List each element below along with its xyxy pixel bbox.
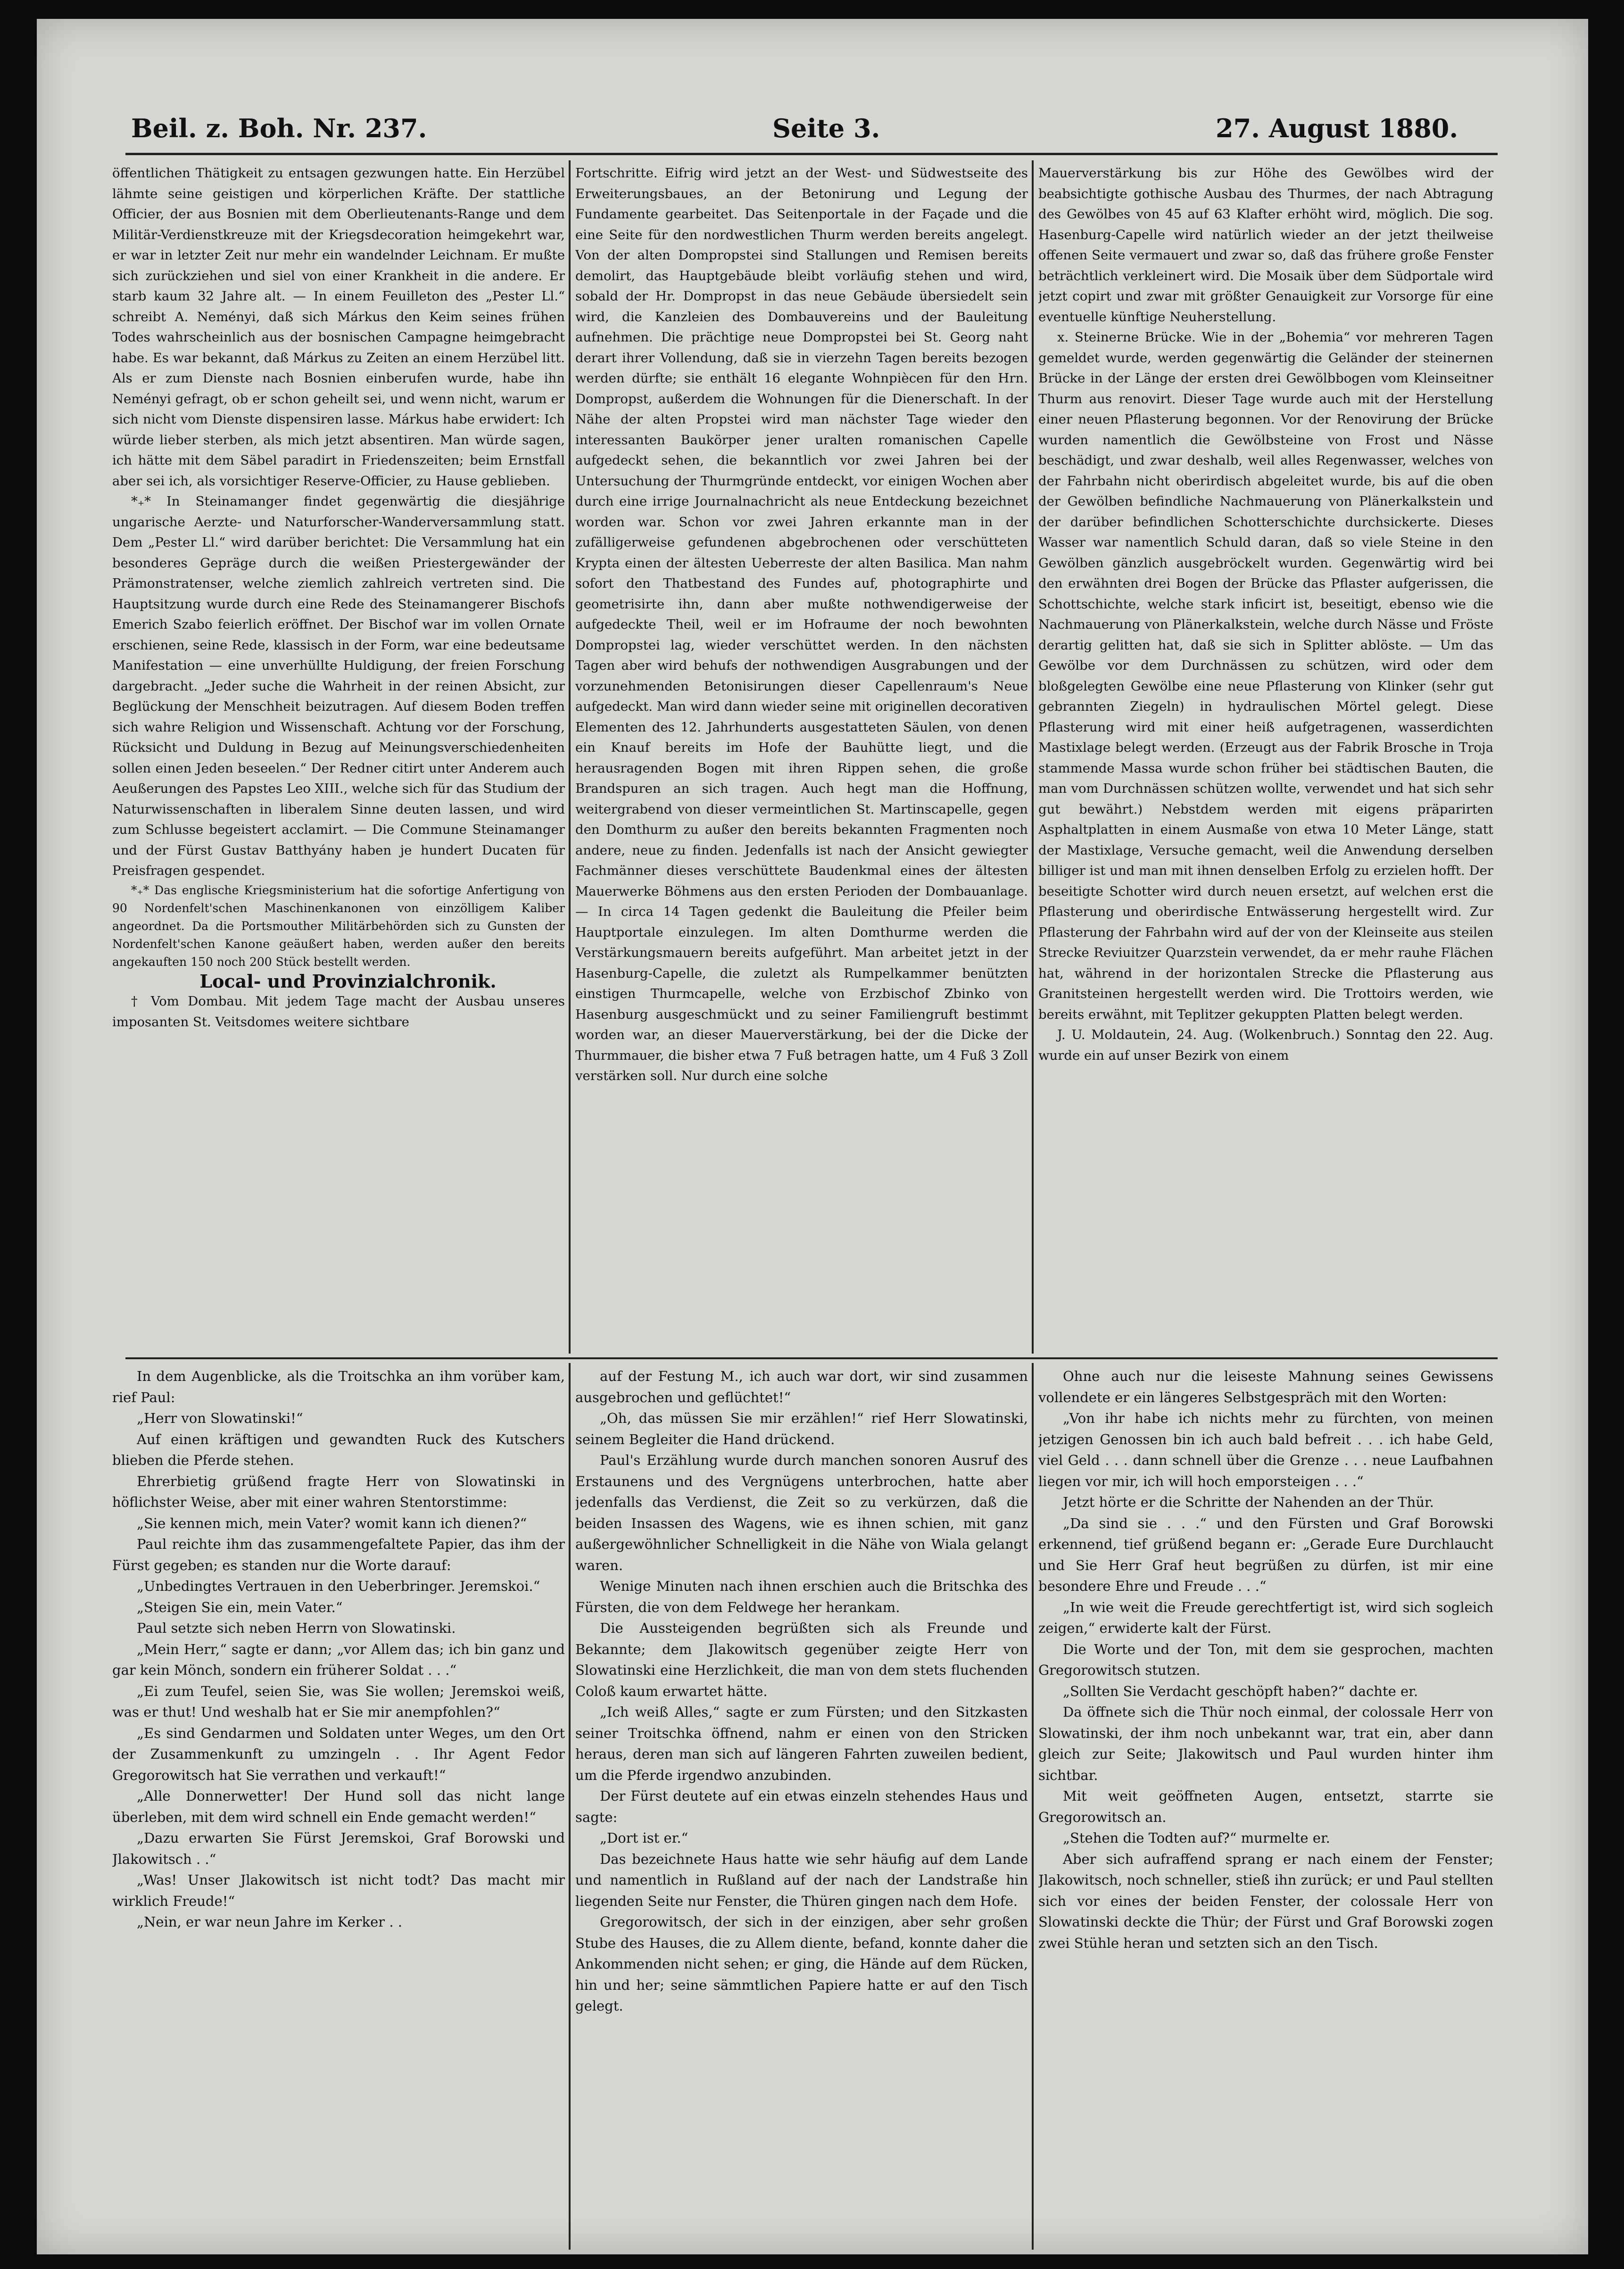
feuilleton-paragraph: „Stehen die Todten auf?“ murmelte er. xyxy=(1063,1830,1330,1846)
news-column-2 xyxy=(575,163,1028,1352)
feuilleton-paragraph: Paul reichte ihm das zusammengefaltete Papier, das ihm der Fürst gegeben; es standen nur die Worte darauf: xyxy=(112,1536,565,1573)
feuilleton-paragraph: Wenige Minuten nach ihnen erschien auch die Britschka des Fürsten, die von dem Feldwege her herankam. xyxy=(575,1578,1028,1615)
page-header xyxy=(37,19,1588,179)
feuilleton-paragraph: „Alle Donnerwetter! Der Hund soll das nicht lange überleben, mit dem wird schnell ein Ende gemacht werden!“ xyxy=(112,1788,565,1825)
column-divider xyxy=(1032,1363,1034,2250)
feuilleton-column-3 xyxy=(1038,1366,1493,2248)
article-dombau-continued: Fortschritte. Eifrig wird jetzt an der West- und Südwestseite des Erweiterungsbaues, an der Betonirung und Legung der Fundamente gearbeitet. Das Seitenportale in der Façade und die eine Seite für den nordwestlichen Thurm werden bereits angelegt. Von der alten Dompropstei sind Stallungen und Remisen bereits demolirt, das Hauptgebäude bleibt vorläufig stehen und wird, sobald der Hr. Dompropst in das neue Gebäude übersiedelt sein wird, die Kanzleien des Dombauvereins und der Bauleitung aufnehmen. Die prächtige neue Dompropstei bei St. Georg naht derart ihrer Vollendung, daß sie in vierzehn Tagen bereits bezogen werden dürfte; sie enthält 16 elegante Wohnpiècen für den Hrn. Dompropst, außerdem die Wohnungen für die Dienerschaft. In der Nähe der alten Propstei wird man nächster Tage wieder den interessanten Baukörper jener uralten romanischen Capelle aufgedeckt sehen, die bekanntlich vor zwei Jahren bei der Untersuchung der Thurmgründe entdeckt, vor einigen Wochen aber durch eine irrige Journalnachricht als neue Entdeckung bezeichnet worden war. Schon vor zwei Jahren erkannte man in der zufälligerweise gefundenen abgebrochenen oder verschütteten Krypta einen der ältesten Ueberreste der alten Basilica. Man nahm sofort den Thatbestand des Fundes auf, photographirte und geometrisirte ihn, dann aber mußte nothwendigerweise der aufgedeckte Theil, weil er im Hofraume der noch bewohnten Dompropstei lag, wieder verschüttet werden. In den nächsten Tagen aber wird behufs der nothwendigen Ausgrabungen und der vorzunehmenden Betonisirungen dieser Capellenraum's Neue aufgedeckt. Man wird dann wieder seine mit originellen decorativen Elementen des 12. Jahrhunderts ausgestatteten Säulen, von denen ein Knauf bereits im Hofe der Bauhütte liegt, und die herausragenden Bogen mit ihren Rippen sehen, die große Brandspuren an sich tragen. Auch hegt man die Hoffnung, weitergrabend von dieser vermeintlichen St. Martinscapelle, gegen den Domthurm zu außer den bereits bekannten Fragmenten noch andere, neue zu finden. Jedenfalls ist nach der Ansicht gewiegter Fachmänner dieses verschüttete Baudenkmal eines der ältesten Mauerwerke Böhmens aus den ersten Perioden der Dombauanlage. — In circa 14 Tagen gedenkt die Bauleitung die Pfeiler beim Hauptportale einzulegen. Im alten Domthurme werden die Verstärkungsmauern bereits aufgeführt. Man arbeitet jetzt in der Hasenburg-Capelle, die zuletzt als Rumpelkammer benützten einstigen Thurmcapelle, welche von Erzbischof Zbinko von Hasenburg ausgeschmückt und zu seiner Familiengruft bestimmt worden war, an dieser Mauerverstärkung, bei der die Dicke der Thurmmauer, die bisher etwa 7 Fuß betragen hatte, um 4 Fuß 3 Zoll verstärken soll. Nur durch eine solche xyxy=(575,166,1028,1083)
feuilleton-paragraph: „Herr von Slowatinski!“ xyxy=(137,1410,303,1426)
feuilleton-paragraph: Die Aussteigenden begrüßten sich als Freunde und Bekannte; dem Jlakowitsch gegenüber zeigte Herr von Slowatinski eine Herzlichkeit, die man von dem stets fluchenden Coloß kaum erwartet hätte. xyxy=(575,1620,1028,1699)
article-moldautein: J. U. Moldautein, 24. Aug. (Wolkenbruch.) Sonntag den 22. Aug. wurde ein auf unser Bezirk von einem xyxy=(1038,1027,1493,1063)
feuilleton-paragraph: Da öffnete sich die Thür noch einmal, der colossale Herr von Slowatinski, der ihm noch unbekannt war, trat ein, aber dann gleich zur Seite; Jlakowitsch und Paul wurden hinter ihm sichtbar. xyxy=(1038,1704,1493,1783)
feuilleton-paragraph: Aber sich aufraffend sprang er nach einem der Fenster; Jlakowitsch, noch schneller, stieß ihn zurück; er und Paul stellten sich vor eines der beiden Fenster, der colossale Herr von Slowatinski deckte die Thür; der Fürst und Graf Borowski zogen zwei Stühle heran und setzten sich an den Tisch. xyxy=(1038,1851,1493,1951)
feuilleton-paragraph: „In wie weit die Freude gerechtfertigt ist, wird sich sogleich zeigen,“ erwiderte kalt der Fürst. xyxy=(1038,1599,1493,1636)
article-nordenfelt-text: *₊* Das englische Kriegsministerium hat die sofortige Anfertigung von 90 Nordenfelt'schen Maschinenkanonen von einzölligem Kaliber angeordnet. Da die Portsmouther Militärbehörden sich zu Gunsten der Nordenfelt'schen Kanone geäußert haben, werden außer den bereits angekauften 150 noch 200 Stück bestellt werden. xyxy=(112,883,565,969)
news-column-1 xyxy=(112,163,565,1352)
feuilleton-paragraph: Jetzt hörte er die Schritte der Nahenden an der Thür. xyxy=(1063,1494,1434,1510)
feuilleton-paragraph: Paul setzte sich neben Herrn von Slowatinski. xyxy=(137,1620,456,1636)
feuilleton-paragraph: Paul's Erzählung wurde durch manchen sonoren Ausruf des Erstaunens und des Vergnügens unterbrochen, hatte aber jedenfalls das Verdienst, die Zeit so zu verkürzen, daß die beiden Insassen des Wagens, wie es ihnen schien, mit ganz außergewöhnlicher Schnelligkeit in die Nähe von Wiala gelangt waren. xyxy=(575,1452,1028,1573)
feuilleton-paragraph: „Ei zum Teufel, seien Sie, was Sie wollen; Jeremskoi weiß, was er thut! Und weshalb hat er Sie mir anempfohlen?“ xyxy=(112,1683,565,1720)
feuilleton-paragraph: Gregorowitsch, der sich in der einzigen, aber sehr großen Stube des Hauses, die zu Allem diente, befand, konnte daher die Ankommenden nicht sehen; er ging, die Hände auf dem Rücken, hin und her; seine sämmtlichen Papiere hatte er auf den Tisch gelegt. xyxy=(575,1914,1028,2014)
feuilleton-paragraph: Ehrerbietig grüßend fragte Herr von Slowatinski in höflichster Weise, aber mit einer wahren Stentorstimme: xyxy=(112,1473,565,1510)
feuilleton-paragraph: Das bezeichnete Haus hatte wie sehr häufig auf dem Lande und namentlich in Rußland auf der nach der Landstraße hin liegenden Seite nur Fenster, die Thüren gingen nach dem Hofe. xyxy=(575,1851,1028,1909)
feuilleton-rule xyxy=(125,1357,1498,1359)
newspaper-page xyxy=(37,19,1588,2254)
article-dombau-end: Mauerverstärkung bis zur Höhe des Gewölbes wird der beabsichtigte gothische Ausbau des Thurmes, der nach Abtragung des Gewölbes von 45 auf 63 Klafter erhöht wird, möglich. Die sog. Hasenburg-Capelle wird natürlich wieder an der jetzt theilweise offenen Seite vermauert und zwar so, daß das frühere große Fenster beträchtlich verkleinert wird. Die Mosaik über dem Südportale wird jetzt copirt und zwar mit größter Genauigkeit zur Vorsorge für eine eventuelle künftige Neuherstellung. xyxy=(1038,166,1493,324)
feuilleton-paragraph: Auf einen kräftigen und gewandten Ruck des Kutschers blieben die Pferde stehen. xyxy=(112,1431,565,1468)
column-divider xyxy=(569,1363,571,2250)
feuilleton-paragraph: Ohne auch nur die leiseste Mahnung seines Gewissens vollendete er ein längeres Selbstgespräch mit den Worten: xyxy=(1038,1368,1493,1405)
feuilleton-paragraph: „Steigen Sie ein, mein Vater.“ xyxy=(137,1599,343,1615)
feuilleton-paragraph: „Oh, das müssen Sie mir erzählen!“ rief Herr Slowatinski, seinem Begleiter die Hand drückend. xyxy=(575,1410,1028,1447)
header-rule xyxy=(125,153,1498,155)
feuilleton-paragraph: „Von ihr habe ich nichts mehr zu fürchten, von meinen jetzigen Genossen bin ich auch bald befreit . . . ich habe Geld, viel Geld . . . dann schnell über die Grenze . . . neue Laufbahnen liegen vor mir, ich will hoch emporsteigen . . .“ xyxy=(1038,1410,1493,1489)
section-heading-local-chronicle: Local- und Provinzialchronik. xyxy=(199,970,497,992)
feuilleton-paragraph: „Sie kennen mich, mein Vater? womit kann ich dienen?“ xyxy=(137,1515,527,1531)
issue-reference: Beil. z. Boh. Nr. 237. xyxy=(131,113,427,143)
feuilleton-paragraph: Mit weit geöffneten Augen, entsetzt, starrte sie Gregorowitsch an. xyxy=(1038,1788,1493,1825)
article-steinamanger-text: *₊* In Steinamanger findet gegenwärtig die diesjährige ungarische Aerzte- und Naturforscher-Wanderversammlung statt. Dem „Pester Ll.“ wird darüber berichtet: Die Versammlung hat ein besonderes Gepräge durch die weißen Priestergewänder der Prämonstratenser, welche ziemlich zahlreich vertreten sind. Die Hauptsitzung wurde durch eine Rede des Steinamangerer Bischofs Emerich Szabo feierlich eröffnet. Der Bischof war im vollen Ornate erschienen, seine Rede, klassisch in der Form, war eine bedeutsame Manifestation — eine unverhüllte Huldigung, der freien Forschung dargebracht. „Jeder suche die Wahrheit in der reinen Absicht, zur Beglückung der Menschheit beizutragen. Auf diesem Boden treffen sich wahre Religion und Wissenschaft. Achtung vor der Forschung, Rücksicht und Duldung in Bezug auf Meinungsverschiedenheiten sollen einen Jeden beseelen.“ Der Redner citirt unter Anderem auch Aeußerungen des Papstes Leo XIII., welche sich für das Studium der Naturwissenschaften in liberalem Sinne deuten lassen, und wird zum Schlusse begeistert acclamirt. — Die Commune Steinamanger und der Fürst Gustav Batthyány haben je hundert Ducaten für Preisfragen gespendet. xyxy=(112,494,565,878)
feuilleton-paragraph: „Mein Herr,“ sagte er dann; „vor Allem das; ich bin ganz und gar kein Mönch, sondern ein früherer Soldat . . .“ xyxy=(112,1641,565,1678)
feuilleton-column-1 xyxy=(112,1366,565,2248)
article-steinerne-bruecke: x. Steinerne Brücke. Wie in der „Bohemia“ vor mehreren Tagen gemeldet wurde, werden gegenwärtig die Geländer der steinernen Brücke in der Länge der ersten drei Gewölbbogen vom Kleinseitner Thurm aus renovirt. Dieser Tage wurde auch mit der Herstellung einer neuen Pflasterung begonnen. Vor der Renovirung der Brücke wurden namentlich die Gewölbsteine von Frost und Nässe beschädigt, und zwar deshalb, weil alles Regenwasser, welches von der Fahrbahn nicht oberirdisch abgeleitet wurde, bis auf die oben der Gewölben befindliche Nachmauerung von Plänerkalkstein und der darüber befindlichen Schotterschichte durchsickerte. Dieses Wasser war namentlich Schuld daran, daß so viele Steine in den Gewölben gänzlich ausgebröckelt wurden. Gegenwärtig wird bei den erwähnten drei Bogen der Brücke das Pflaster aufgerissen, die Schottschichte, welche stark inficirt ist, beseitigt, ebenso wie die Nachmauerung von Plänerkalkstein, welche durch Nässe und Fröste derartig gelitten hat, daß sie sich in Splitter ablöste. — Um das Gewölbe vor dem Durchnässen zu schützen, wird oder dem bloßgelegten Gewölbe eine neue Pflasterung von Klinker (sehr gut gebrannten Ziegeln) in hydraulischen Mörtel gelegt. Diese Pflasterung wird mit einer heiß aufgetragenen, wasserdichten Mastixlage belegt werden. (Erzeugt aus der Fabrik Brosche in Troja stammende Massa wurde schon früher bei städtischen Bauten, die man vom Durchnässen schützen wollte, verwendet und hat sich sehr gut bewährt.) Nebstdem werden mit eigens präparirten Asphaltplatten in einem Ausmaße von etwa 10 Meter Länge, statt der Mastixlage, Versuche gemacht, weil die Anwendung derselben billiger ist und man mit ihnen denselben Erfolg zu erzielen hofft. Der beseitigte Schotter wird durch neuen ersetzt, auf welchen erst die Pflasterung und oberirdische Entwässerung hergestellt wird. Zur Pflasterung der Fahrbahn wird auf der von der Kleinseite aus steilen Strecke Reviuitzer Quarzstein verwendet, da er mehr rauhe Flächen hat, während in der horizontalen Strecke die Pflasterung aus Granitsteinen hergestellt werden wird. Die Trottoirs werden, wie bereits erwähnt, mit Teplitzer gekuppten Platten belegt werden. xyxy=(1038,330,1493,1022)
feuilleton-paragraph: auf der Festung M., ich auch war dort, wir sind zusammen ausgebrochen und geflüchtet!“ xyxy=(575,1368,1028,1405)
feuilleton-paragraph: „Da sind sie . . .“ und den Fürsten und Graf Borowski erkennend, tief grüßend begann er: „Gerade Eure Durchlaucht und Sie Herr Graf heut begrüßen zu dürfen, ist mir eine besondere Ehre und Freude . . .“ xyxy=(1038,1515,1493,1594)
issue-date: 27. August 1880. xyxy=(1216,113,1458,143)
feuilleton-paragraph: „Dazu erwarten Sie Fürst Jeremskoi, Graf Borowski und Jlakowitsch . .“ xyxy=(112,1830,565,1867)
column-divider xyxy=(1032,160,1034,1354)
article-dombau-start: † Vom Dombau. Mit jedem Tage macht der Ausbau unseres imposanten St. Veitsdomes weitere sichtbare xyxy=(112,994,565,1030)
news-column-3 xyxy=(1038,163,1493,1352)
feuilleton-column-2 xyxy=(575,1366,1028,2248)
page-number: Seite 3. xyxy=(772,113,880,143)
feuilleton-paragraph: „Unbedingtes Vertrauen in den Ueberbringer. Jeremskoi.“ xyxy=(137,1578,540,1594)
column-divider xyxy=(569,160,571,1354)
article-markus-text: öffentlichen Thätigkeit zu entsagen gezwungen hatte. Ein Herzübel lähmte seine geistigen und körperlichen Kräfte. Der stattliche Officier, der aus Bosnien mit dem Oberlieutenants-Range und dem Militär-Verdienstkreuze mit der Kriegsdecoration heimgekehrt war, er war in letzter Zeit nur mehr ein wandelnder Leichnam. Er mußte sich zurückziehen und siel von einer Krankheit in die andere. Er starb kaum 32 Jahre alt. — In einem Feuilleton des „Pester Ll.“ schreibt A. Neményi, daß sich Márkus den Keim seines frühen Todes wahrscheinlich aus der bosnischen Campagne heimgebracht habe. Es war bekannt, daß Márkus zu Zeiten an einem Herzübel litt. Als er zum Dienste nach Bosnien einberufen wurde, habe ihn Neményi gefragt, ob er schon geheilt sei, und wenn nicht, warum er sich nicht vom Dienste dispensiren lasse. Márkus habe erwidert: Ich würde lieber sterben, als mich jetzt absentiren. Man würde sagen, ich hätte mit dem Säbel paradirt in Friedenszeiten; beim Ernstfall aber sei ich, als vorsichtiger Reserve-Officier, zu Hause geblieben. xyxy=(112,166,565,489)
feuilleton-paragraph: „Es sind Gendarmen und Soldaten unter Weges, um den Ort der Zusammenkunft zu umzingeln . . Ihr Agent Fedor Gregorowitsch hat Sie verrathen und verkauft!“ xyxy=(112,1725,565,1783)
feuilleton-paragraph: Der Fürst deutete auf ein etwas einzeln stehendes Haus und sagte: xyxy=(575,1788,1028,1825)
feuilleton-paragraph: „Dort ist er.“ xyxy=(600,1830,688,1846)
feuilleton-paragraph: In dem Augenblicke, als die Troitschka an ihm vorüber kam, rief Paul: xyxy=(112,1368,565,1405)
feuilleton-paragraph: „Sollten Sie Verdacht geschöpft haben?“ dachte er. xyxy=(1063,1683,1418,1699)
feuilleton-paragraph: „Ich weiß Alles,“ sagte er zum Fürsten; und den Sitzkasten seiner Troitschka öffnend, nahm er einen von den Stricken heraus, deren man sich auf längeren Fahrten zuweilen bedient, um die Pferde irgendwo anzubinden. xyxy=(575,1704,1028,1783)
feuilleton-paragraph: „Nein, er war neun Jahre im Kerker . . xyxy=(137,1914,403,1930)
feuilleton-paragraph: Die Worte und der Ton, mit dem sie gesprochen, machten Gregorowitsch stutzen. xyxy=(1038,1641,1493,1678)
feuilleton-paragraph: „Was! Unser Jlakowitsch ist nicht todt? Das macht mir wirklich Freude!“ xyxy=(112,1872,565,1909)
